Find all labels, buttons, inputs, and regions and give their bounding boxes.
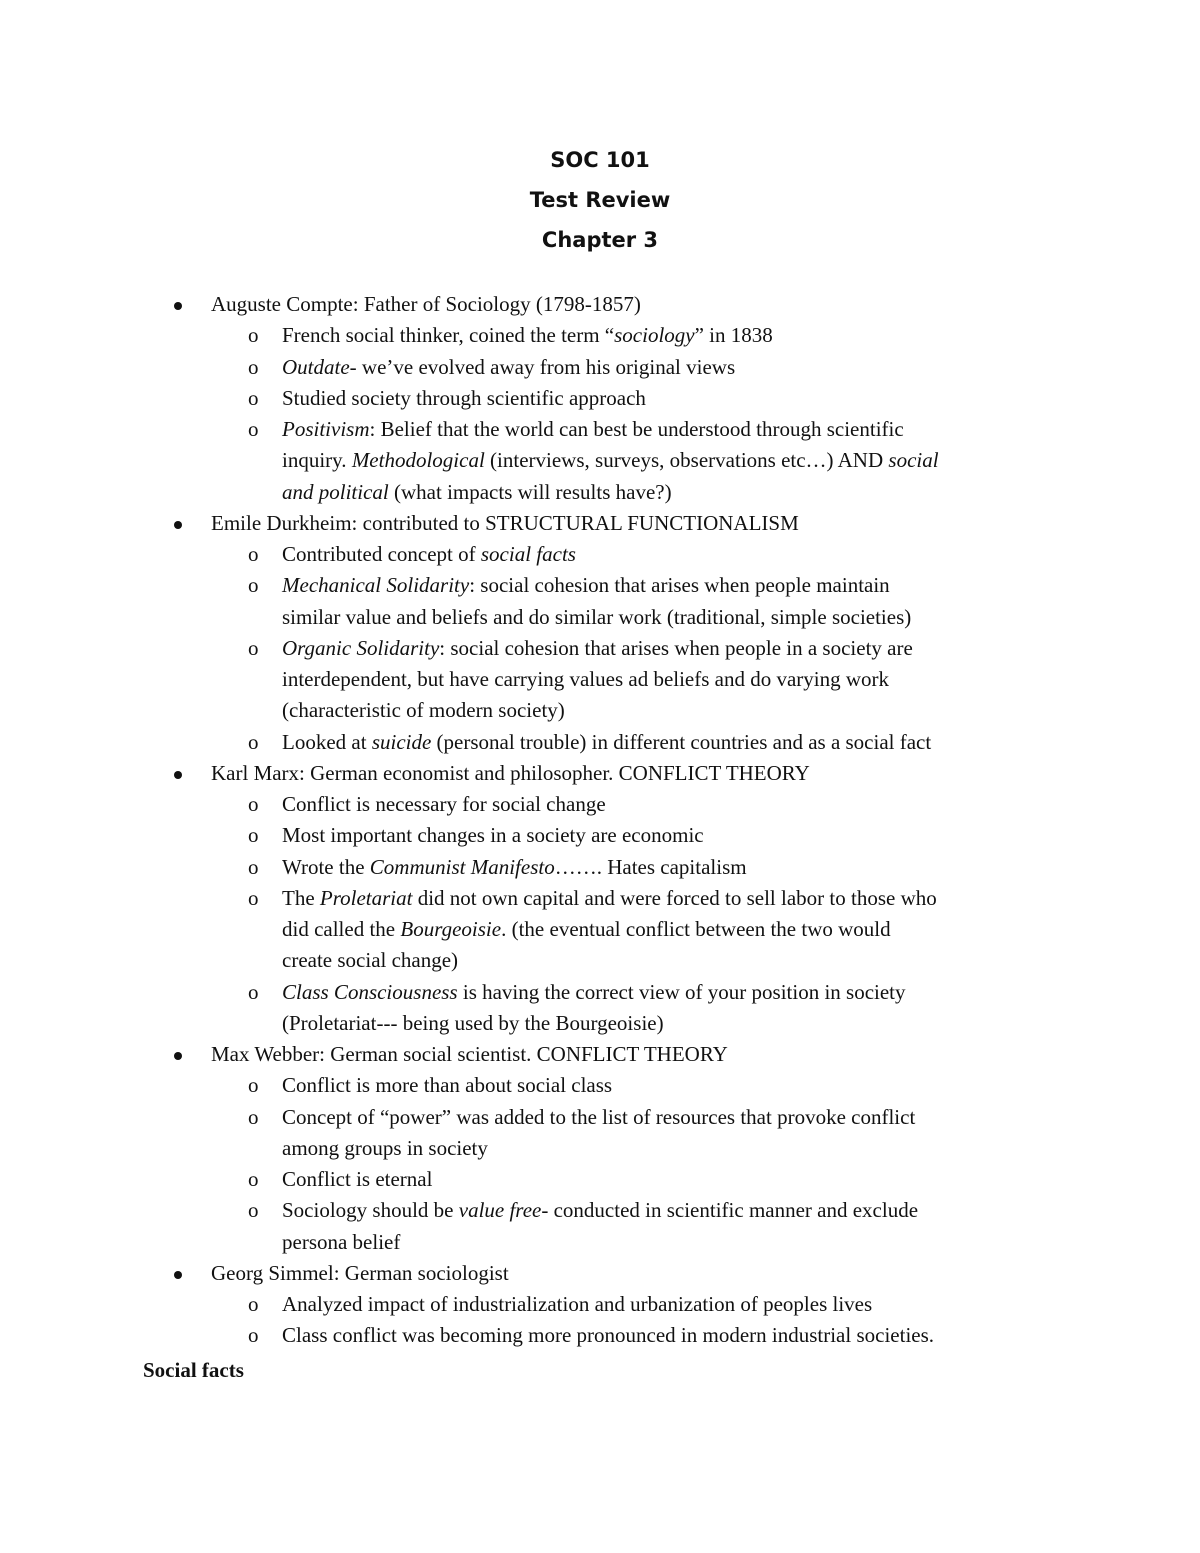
document-title: Test Review [529, 188, 671, 212]
text-run: Most important changes in a society are economic [282, 823, 704, 848]
text-run: - we’ve evolved away from his original views [349, 354, 736, 379]
text-run: Bourgeoisie [400, 917, 502, 941]
text-run: Class Consciousness [282, 979, 458, 1004]
outline-item-text [211, 292, 641, 316]
text-run: Concept of “power” was added to the list of resources that provoke conflict among groups in society [282, 1104, 916, 1160]
sub-bullet-marker: o [248, 979, 259, 1004]
sub-item [0, 1320, 1070, 1351]
text-run: Max Webber: German social scientist. CONFLICT THEORY [211, 1042, 728, 1066]
text-run: French social thinker, coined the term “ [282, 323, 615, 348]
sub-item [0, 352, 1070, 383]
sub-bullet-marker: o [248, 417, 259, 441]
outline-item [0, 289, 1200, 508]
sub-bullet-marker: o [248, 1198, 259, 1223]
text-run: (interviews, surveys, observations etc…) AND [484, 448, 889, 473]
text-run: Proletariat [319, 885, 413, 910]
sub-list [211, 320, 1070, 508]
sub-item [0, 789, 1070, 820]
document-header [0, 140, 1200, 260]
bullet-dot-icon [174, 1271, 182, 1279]
section-heading: Social facts [143, 1358, 244, 1382]
text-run: Conflict is necessary for social change [282, 792, 606, 816]
text-run: The [282, 885, 320, 910]
text-run: Conflict is eternal [282, 1167, 433, 1191]
text-run: Emile Durkheim: contributed to STRUCTURAL FUNCTIONALISM [211, 510, 799, 535]
sub-item [0, 1102, 1070, 1165]
sub-item [0, 727, 1070, 758]
sub-bullet-marker: o [248, 854, 259, 879]
sub-item [0, 1164, 1070, 1195]
bullet-dot-icon [174, 521, 182, 529]
outline-item [0, 1258, 1200, 1352]
text-run: ” in 1838 [694, 323, 773, 348]
text-run: : social cohesion that arises when people maintain similar value and beliefs and do similar work (traditional, simple societies) [282, 573, 912, 629]
sub-bullet-marker: o [248, 792, 259, 816]
outline-item-text [211, 761, 810, 785]
text-run: Auguste Compte: Father of Sociology (1798-1857) [211, 292, 641, 316]
text-run: social facts [480, 542, 576, 566]
text-run: (what impacts will results have?) [388, 479, 672, 504]
sub-item [0, 977, 1070, 1040]
text-run: (personal trouble) in different countries and as a social fact [431, 729, 932, 754]
sub-bullet-marker: o [248, 885, 259, 910]
sub-bullet-marker: o [248, 729, 259, 754]
text-run: Looked at [282, 729, 372, 754]
sub-item [0, 570, 1070, 633]
sub-item [0, 383, 1070, 414]
sub-list [211, 539, 1070, 758]
text-run: Contributed concept of [282, 542, 481, 566]
sub-item [0, 1195, 1070, 1258]
text-run: : social cohesion that arises when people in a society are interdependent, but have carrying values ad beliefs and do varying work (characteristic of modern society) [282, 635, 913, 723]
text-run: : Belief that the world can best be understood through scientific inquiry. [282, 417, 904, 473]
text-run: suicide [371, 729, 432, 754]
sub-bullet-marker: o [248, 573, 259, 598]
text-run: Methodological [351, 448, 485, 473]
text-run: value free [458, 1198, 542, 1223]
sub-bullet-marker: o [248, 385, 259, 410]
sub-bullet-marker: o [248, 823, 259, 848]
sub-item [0, 539, 1070, 570]
text-run: Georg Simmel: German sociologist [211, 1260, 509, 1285]
sub-item [0, 1070, 1070, 1101]
sub-bullet-marker: o [248, 354, 259, 379]
outline-list [0, 289, 1200, 1352]
text-run: Studied society through scientific approach [282, 385, 646, 410]
sub-item [0, 852, 1070, 883]
outline-item-text [211, 511, 799, 535]
chapter-heading: Chapter 3 [541, 228, 659, 252]
bullet-dot-icon [174, 302, 182, 310]
sub-bullet-marker: o [248, 1104, 259, 1129]
sub-bullet-marker: o [248, 1323, 259, 1348]
text-run: Wrote the [282, 854, 370, 879]
sub-bullet-marker: o [248, 1292, 259, 1316]
text-run: ……. Hates capitalism [554, 854, 747, 879]
text-run: Communist Manifesto [369, 854, 555, 879]
sub-item [0, 633, 1070, 727]
sub-bullet-marker: o [248, 1073, 259, 1098]
text-run: Positivism [282, 417, 370, 441]
text-run: social and political [282, 448, 939, 504]
text-run: Karl Marx: German economist and philosopher. CONFLICT THEORY [211, 760, 810, 785]
text-run: Outdate [282, 354, 350, 379]
sub-bullet-marker: o [248, 635, 259, 660]
course-code: SOC 101 [550, 148, 650, 172]
text-run: Conflict is more than about social class [282, 1073, 613, 1098]
text-run: Organic Solidarity [282, 635, 440, 660]
text-run: did not own capital and were forced to sell labor to those who did called the [282, 885, 937, 941]
text-run: sociology [614, 323, 695, 348]
sub-item [0, 414, 1070, 508]
sub-list [211, 1289, 1070, 1352]
sub-bullet-marker: o [248, 542, 259, 566]
outline-item-text [211, 1042, 728, 1066]
text-run: Mechanical Solidarity [282, 573, 470, 598]
text-run: - conducted in scientific manner and exclude persona belief [282, 1198, 919, 1254]
outline-item [0, 1039, 1200, 1258]
text-run: . (the eventual conflict between the two would create social change) [282, 917, 891, 973]
sub-list [211, 789, 1070, 1039]
sub-item [0, 1289, 1070, 1320]
sub-bullet-marker: o [248, 323, 259, 348]
sub-item [0, 883, 1070, 977]
bullet-dot-icon [174, 1052, 182, 1060]
sub-bullet-marker: o [248, 1167, 259, 1191]
outline-item [0, 758, 1200, 1039]
sub-item [0, 820, 1070, 851]
text-run: Class conflict was becoming more pronounced in modern industrial societies. [282, 1323, 935, 1348]
outline-item [0, 508, 1200, 758]
sub-list [211, 1070, 1070, 1258]
bullet-dot-icon [174, 771, 182, 779]
sub-item [0, 320, 1070, 351]
text-run: is having the correct view of your position in society (Proletariat--- being used by the Bourgeoisie) [282, 979, 906, 1035]
outline-item-text [211, 1261, 509, 1285]
text-run: Analyzed impact of industrialization and urbanization of peoples lives [282, 1292, 873, 1316]
text-run: Sociology should be [282, 1198, 459, 1223]
